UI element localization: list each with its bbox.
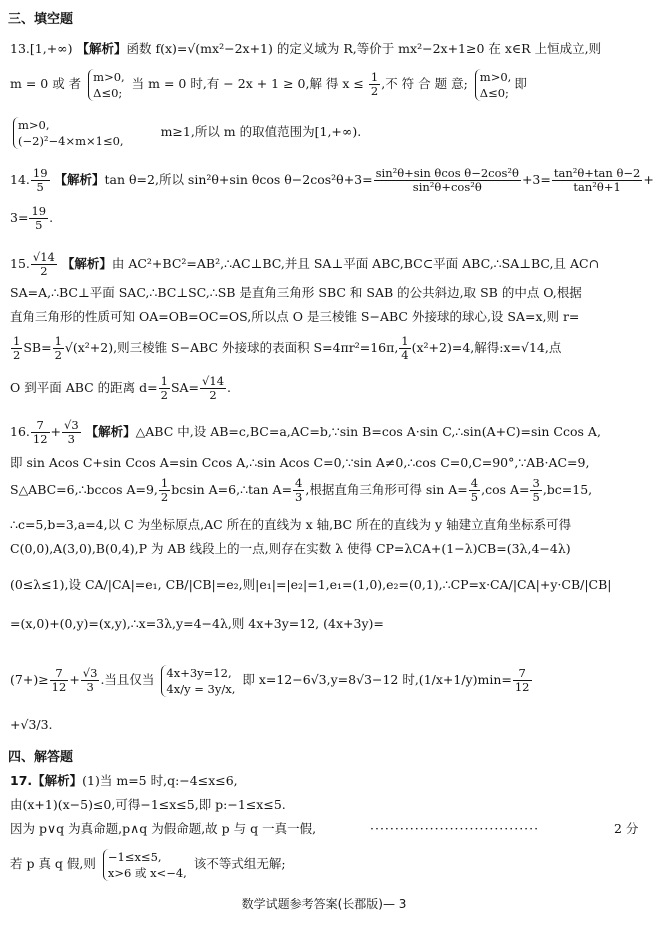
q16-min-value xyxy=(513,667,532,694)
q17-leader-dots: ·································· xyxy=(370,821,540,836)
q13-number: 13. xyxy=(10,41,30,56)
q16-answer-b-den: 3 xyxy=(67,432,75,446)
q14-answer-den: 5 xyxy=(36,180,44,194)
q13-brace-3-row-1: m>0, xyxy=(18,117,50,132)
q16-cos-den: 5 xyxy=(532,490,540,504)
q16-fraction-cos xyxy=(530,477,541,504)
q15-distance-den: 2 xyxy=(209,388,217,402)
q13-text-2b: 当 m = 0 时,有 − 2x + 1 ≥ 0,解 得 x ≤ xyxy=(131,76,364,91)
q15-line-2: SA=A,∴BC⊥平面 SAC,∴BC⊥SC,∴SB 是直角三角形 SBC 和 SAB 的公共斜边,取 SB 的中点 O,根据 xyxy=(10,285,582,300)
q16-line-3 xyxy=(10,472,640,508)
q14-fraction-1 xyxy=(374,167,521,194)
q14-text-2b: . xyxy=(49,210,54,225)
q16-line-4: ∴c=5,b=3,a=4,以 C 为坐标原点,AC 所在的直线为 x 轴,BC 所在的直线为 y 轴建立直角坐标系可得 xyxy=(10,517,572,532)
q17-line-3 xyxy=(10,818,640,840)
q13-fraction-num: 1 xyxy=(370,70,379,84)
q13-text-2d: 即 xyxy=(514,76,527,91)
q16-answer-a-den: 12 xyxy=(32,432,48,446)
q16-tan-den: 3 xyxy=(295,490,303,504)
q13-fraction-den: 2 xyxy=(370,84,379,98)
q16-answer-a-repeat xyxy=(50,667,69,694)
q16-text-8d: 即 x=12−6√3,y=8√3−12 时,(1/x+1/y)min= xyxy=(242,672,512,687)
q15-line-1 xyxy=(10,246,640,282)
q17-score: 2 分 xyxy=(614,821,639,836)
q14-line-1 xyxy=(10,162,654,198)
q16-brace-row-1: 4x+3y=12, xyxy=(166,665,232,680)
q14-text-2a: 3= xyxy=(10,210,29,225)
q13-brace-2 xyxy=(475,69,512,101)
q15-half-b-num: 1 xyxy=(54,334,62,348)
q15-quarter-num: 1 xyxy=(401,334,409,348)
q16-line-8: (7+)≥ $\frac{7}{12}$ + $\frac{√3}{3}$ .当且仅当 4x+3y=12, 4x/y = 3y/x, 即 x=12−6√3,y=8√3−12 时,(1/x+1/y)min= $\frac{7}{12}$ xyxy=(10,665,530,696)
q15-answer-num: √14 xyxy=(32,250,55,264)
q13-line-2 xyxy=(10,66,640,102)
q15-text-4b: √(x²+2),则三棱锥 S−ABC 外接球的表面积 S=4πr²=16π, xyxy=(64,340,399,355)
q13-jiexi-label: 【解析】 xyxy=(76,41,127,56)
q13-text-1: 函数 f(x)=√(mx²−2x+1) 的定义域为 R,等价于 mx²−2x+1≥0 在 x∈R 上恒成立,则 xyxy=(126,41,602,56)
q14-fraction-2-num: tan²θ+tan θ−2 xyxy=(553,166,641,180)
q16-line-5: C(0,0),A(3,0),B(0,4),P 为 AB 线段上的一点,则存在实数 λ 使得 CP=λCA+(1−λ)CB=(3λ,4−4λ) xyxy=(10,541,571,556)
q17-line-2: 由(x+1)(x−5)≤0,可得−1≤x≤5,即 p:−1≤x≤5. xyxy=(10,797,286,812)
q16-answer-a-repeat-num: 7 xyxy=(50,667,69,681)
q16-text-8c: .当且仅当 xyxy=(100,672,155,687)
q15-half-a-den: 2 xyxy=(13,348,21,362)
q15-text-4c: (x²+2)=4,解得:x=√14,点 xyxy=(411,340,562,355)
q14-number: 14. xyxy=(10,172,30,187)
q16-answer-b-repeat-den: 3 xyxy=(86,680,94,694)
q16-text-3e: ,bc=15, xyxy=(542,482,593,497)
q17-jiexi-label: 【解析】 xyxy=(32,773,83,788)
q17-text-4a: 若 p 真 q 假,则 xyxy=(10,856,96,871)
q15-half-a-num: 1 xyxy=(13,334,21,348)
q16-jiexi-label: 【解析】 xyxy=(85,424,136,439)
q14-answer xyxy=(31,167,50,194)
q16-line-6: (0≤λ≤1),设 CA/|CA|=e₁, CB/|CB|=e₂,则|e₁|=|e₂|=1,e₁=(1,0),e₂=(0,1),∴CP=x·CA/|CA|+y·CB/|CB| xyxy=(10,577,612,592)
q15-text-4a: SB= xyxy=(23,340,52,355)
q17-brace-row-2: x>6 或 x<−4, xyxy=(107,865,187,880)
q16-text-8a: (7+ xyxy=(10,672,34,687)
q15-fraction-half-c xyxy=(159,375,170,402)
q15-quarter-den: 4 xyxy=(401,348,409,362)
q13-line-1 xyxy=(10,38,640,60)
q16-text-7b: (4x+3y)= xyxy=(323,616,384,631)
q16-text-1: △ABC 中,设 AB=c,BC=a,AC=b,∵sin B=cos A·sin C,∴sin(A+C)=sin Ccos A, xyxy=(135,424,601,439)
q17-brace-row-1: −1≤x≤5, xyxy=(107,849,162,864)
q14-result-num: 19 xyxy=(31,204,47,218)
q16-half-den: 2 xyxy=(160,490,169,504)
q16-number: 16. xyxy=(10,424,30,439)
q13-brace-3 xyxy=(13,117,124,149)
q16-fraction-tan xyxy=(293,477,304,504)
q16-min-value-den: 12 xyxy=(514,680,530,694)
q17-line-4 xyxy=(10,844,640,884)
q17-text-4b: 该不等式组无解; xyxy=(193,856,286,871)
q15-text-1: 由 AC²+BC²=AB²,∴AC⊥BC,并且 SA⊥平面 ABC,BC⊂平面 ABC,∴SA⊥BC,且 AC∩ xyxy=(111,256,600,271)
q14-text-1b: +3= xyxy=(521,172,551,187)
q16-answer-a-repeat-den: 12 xyxy=(51,680,67,694)
q15-half-c-den: 2 xyxy=(160,388,168,402)
q17-text-3: 因为 p∨q 为真命题,p∧q 为假命题,故 p 与 q 一真一假, xyxy=(10,821,317,836)
q15-text-5c: . xyxy=(227,380,231,395)
q16-text-3a: S△ABC=6,∴bccos A=9, xyxy=(10,482,158,497)
q16-line-7 xyxy=(10,606,640,642)
q15-text-5a: O 到平面 ABC 的距离 d= xyxy=(10,380,158,395)
q15-text-5b: SA= xyxy=(170,380,200,395)
q15-fraction-half-b xyxy=(53,335,64,362)
q16-answer-b xyxy=(62,419,81,446)
q13-answer: [1,+∞) xyxy=(29,41,73,56)
q16-cos-num: 3 xyxy=(532,476,540,490)
q15-distance-num: √14 xyxy=(202,374,225,388)
q16-text-3c: ,根据直角三角形可得 sin A= xyxy=(305,482,468,497)
q15-jiexi-label: 【解析】 xyxy=(61,256,112,271)
q16-line-2: 即 sin Acos C+sin Ccos A=sin Ccos A,∴sin Acos C=0,∵sin A≠0,∴cos C=0,C=90°,∵AB·AC=9, xyxy=(10,455,590,470)
q17-text-1: (1)当 m=5 时,q:−4≤x≤6, xyxy=(82,773,238,788)
q15-number: 15. xyxy=(10,256,30,271)
q17-brace xyxy=(103,849,187,881)
q16-tan-num: 4 xyxy=(295,476,303,490)
q16-answer-b-repeat xyxy=(81,667,100,694)
q16-line-9: +√3/3. xyxy=(10,717,53,732)
q15-distance xyxy=(200,375,226,402)
q13-brace-2-row-1: m>0, xyxy=(479,69,512,84)
q15-fraction-half-a xyxy=(11,335,22,362)
q15-answer-den: 2 xyxy=(40,264,48,278)
q16-min-value-num: 7 xyxy=(513,667,532,681)
q16-fraction-sin xyxy=(469,477,480,504)
section-fill-blank-heading: 三、填空题 xyxy=(8,12,74,27)
q13-text-2c: ,不 符 合 题 意; xyxy=(381,76,468,91)
q13-brace-1 xyxy=(88,69,125,101)
q13-fraction-half xyxy=(369,71,380,98)
q16-brace xyxy=(161,665,235,697)
q13-line-3 xyxy=(10,114,640,150)
q14-text-1c: + xyxy=(643,172,654,187)
q16-answer-a xyxy=(31,419,50,446)
q15-half-c-num: 1 xyxy=(160,374,168,388)
q14-fraction-2 xyxy=(552,167,642,194)
q15-line-4 xyxy=(10,330,640,366)
q14-fraction-1-num: sin²θ+sin θcos θ−2cos²θ xyxy=(375,166,519,180)
q13-brace-2-row-2: Δ≤0; xyxy=(479,85,509,100)
q16-sin-den: 5 xyxy=(470,490,479,504)
q15-line-5 xyxy=(10,370,640,406)
q14-fraction-2-den: tan²θ+1 xyxy=(573,180,621,194)
q13-text-2a: m = 0 或 者 xyxy=(10,76,82,91)
q14-answer-num: 19 xyxy=(32,166,48,180)
q15-answer xyxy=(31,251,57,278)
q13-brace-1-row-2: Δ≤0; xyxy=(93,85,123,100)
q16-text-7: =(x,0)+(0,y)=(x,y),∴x=3λ,y=4−4λ,则 4x+3y=12, xyxy=(10,616,320,631)
q17-line-1 xyxy=(10,770,640,792)
q17-number: 17. xyxy=(10,773,33,788)
q13-brace-1-row-1: m>0, xyxy=(93,69,125,84)
q15-half-b-den: 2 xyxy=(54,348,62,362)
page-footer: 数学试题参考答案(长郡版)— 3 xyxy=(241,897,407,911)
q16-half-num: 1 xyxy=(160,476,169,490)
q14-text-1a: tan θ=2,所以 sin²θ+sin θcos θ−2cos²θ+3= xyxy=(104,172,373,187)
q16-line-1: 16. $\frac{7}{12}$ + $\frac{√3}{3}$ 【解析】△ABC 中,设 AB=c,BC=a,AC=b,∵sin B=cos A·sin C,∴sin(A+C)=sin Ccos A, xyxy=(10,418,601,446)
q16-answer-b-repeat-num: √3 xyxy=(82,666,98,680)
q14-result-den: 5 xyxy=(35,218,43,232)
q16-fraction-half xyxy=(159,477,170,504)
q16-text-3d: ,cos A= xyxy=(481,482,530,497)
q16-text-3b: bcsin A=6,∴tan A= xyxy=(171,482,293,497)
q15-fraction-quarter xyxy=(399,335,410,362)
q14-jiexi-label: 【解析】 xyxy=(54,172,105,187)
q14-line-2 xyxy=(10,200,640,236)
q16-sin-num: 4 xyxy=(470,476,479,490)
q13-text-3: m≥1,所以 m 的取值范围为[1,+∞). xyxy=(160,124,362,139)
q13-brace-3-row-2: (−2)²−4×m×1≤0, xyxy=(18,133,124,148)
q14-result xyxy=(29,205,48,232)
q16-text-8b: )≥ xyxy=(33,672,49,687)
q16-brace-row-2: 4x/y = 3y/x, xyxy=(166,681,236,696)
section-answer-heading: 四、解答题 xyxy=(8,750,74,765)
q16-answer-b-num: √3 xyxy=(64,418,79,432)
q14-fraction-1-den: sin²θ+cos²θ xyxy=(412,180,482,194)
q15-line-3: 直角三角形的性质可知 OA=OB=OC=OS,所以点 O 是三棱锥 S−ABC 外接球的球心,设 SA=x,则 r= xyxy=(10,309,580,324)
q16-answer-a-num: 7 xyxy=(31,419,50,433)
